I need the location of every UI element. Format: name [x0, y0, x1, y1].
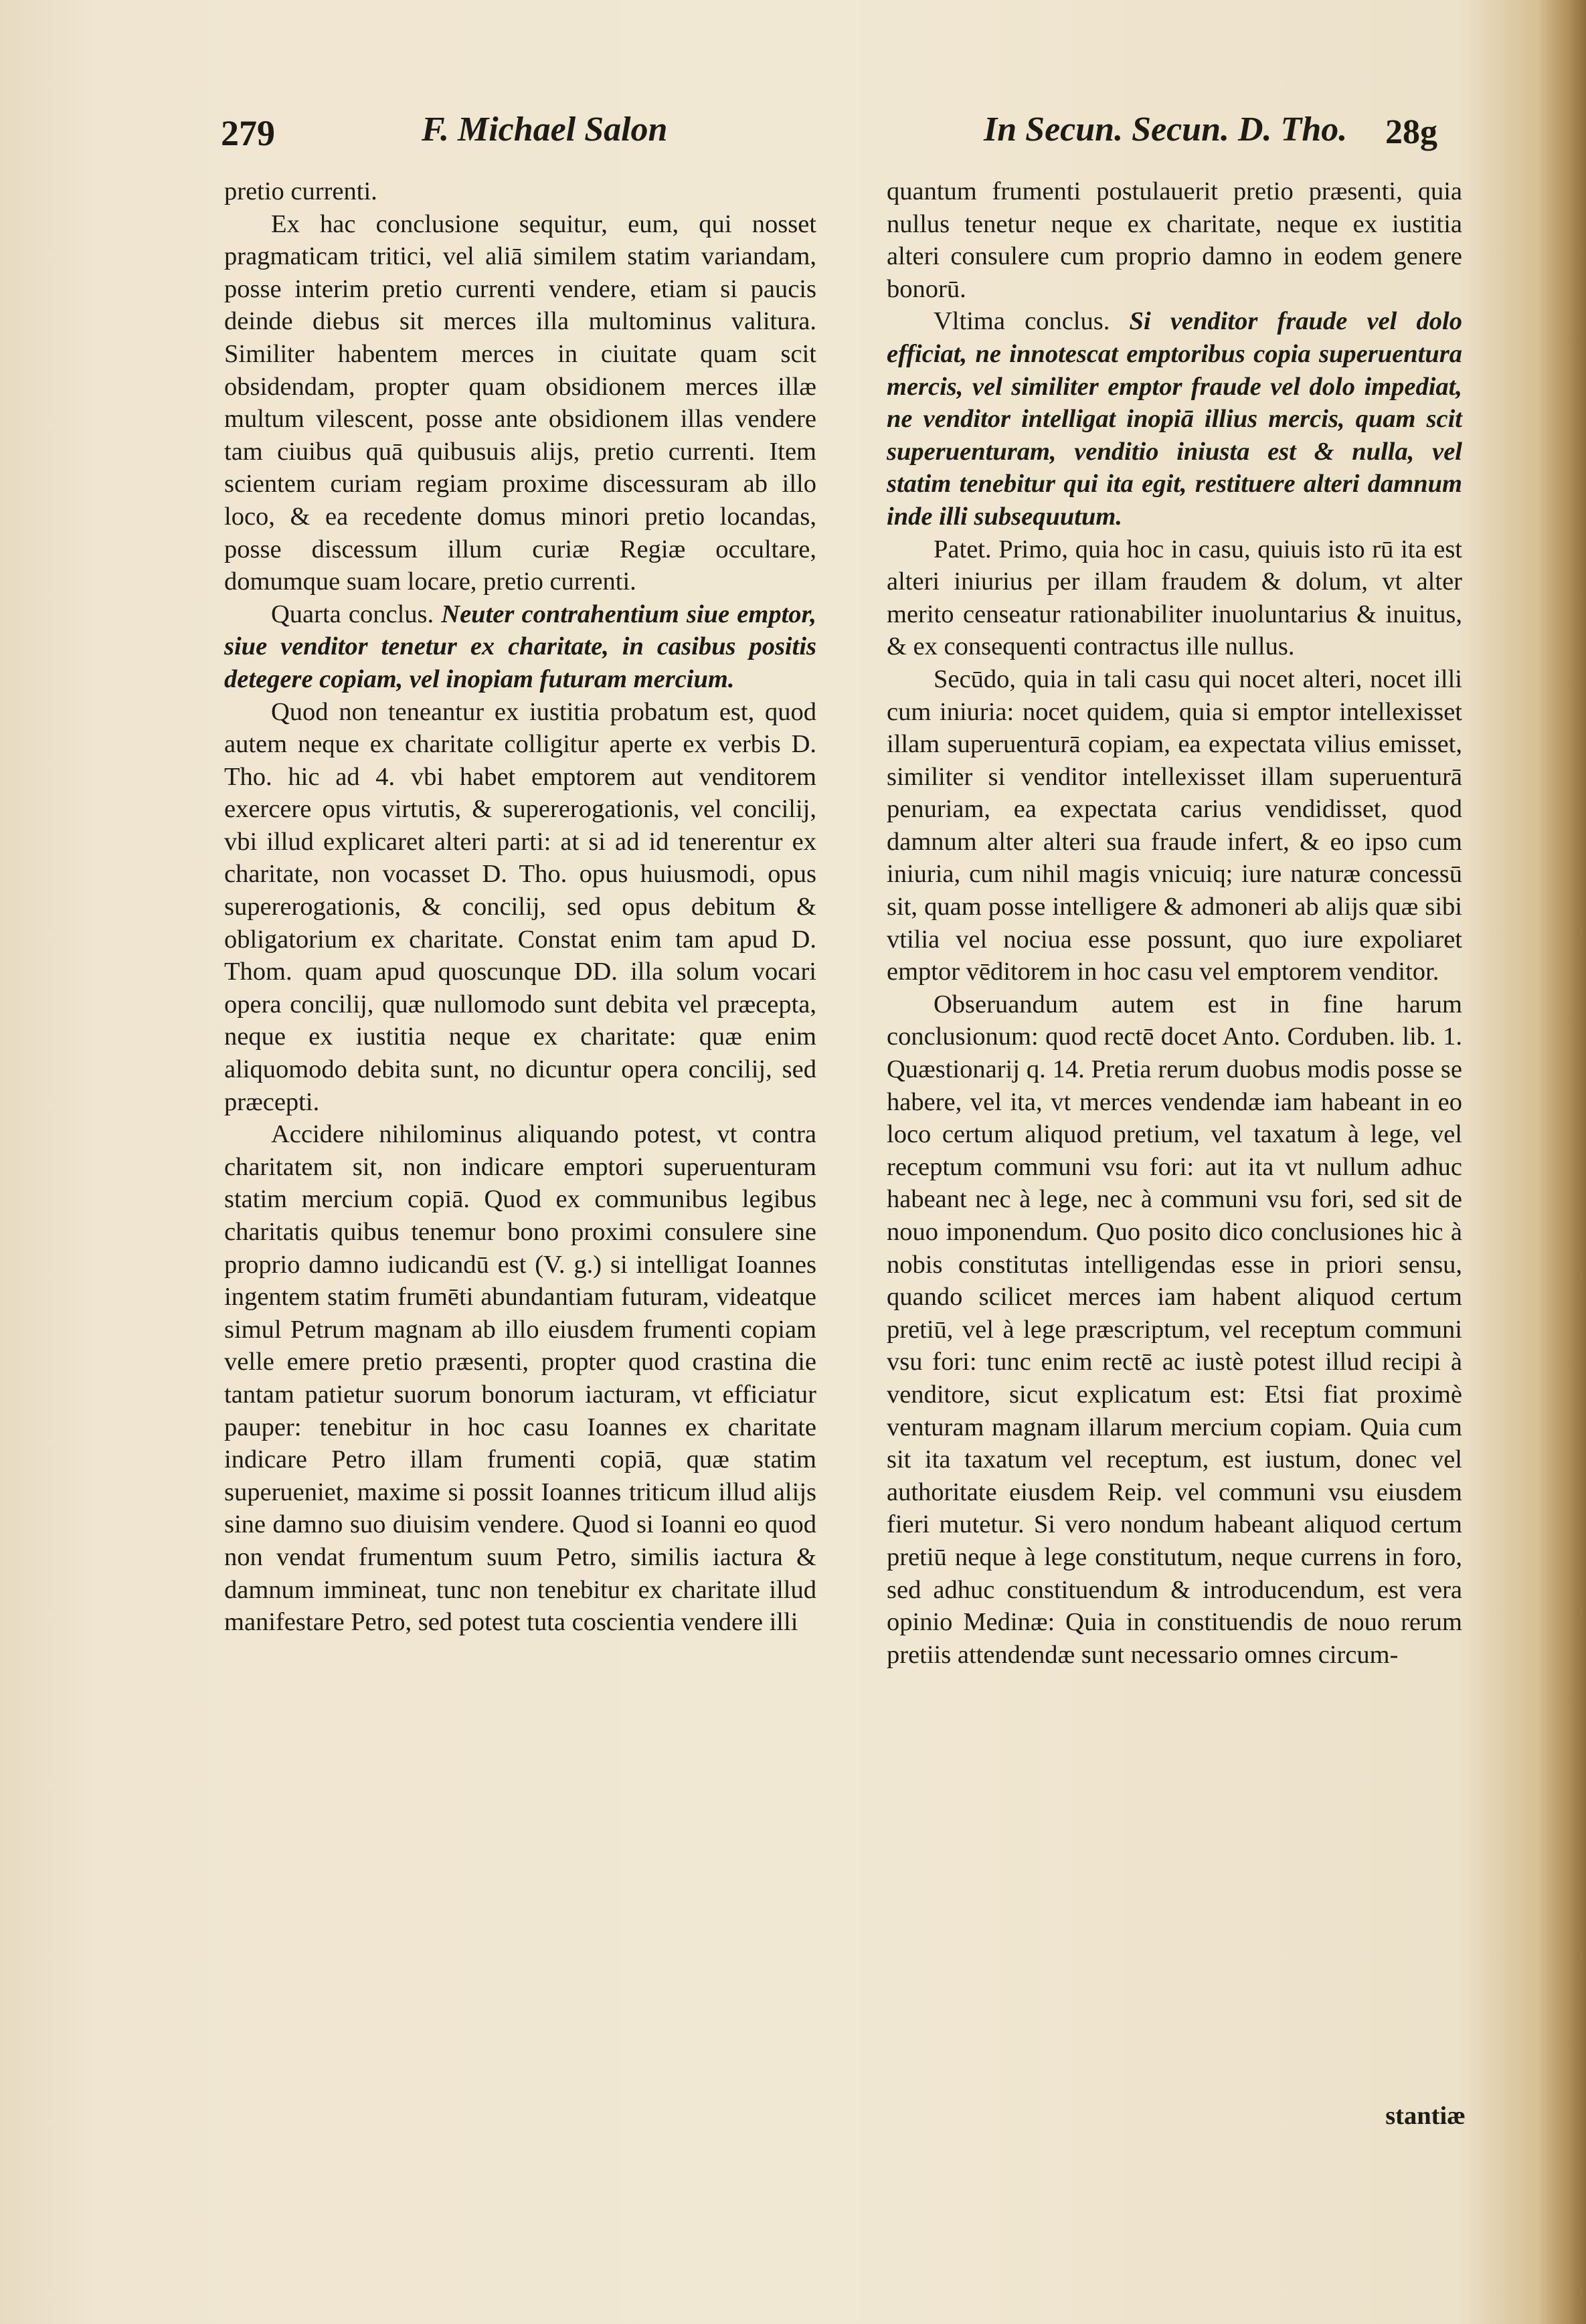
paragraph-text: pretio currenti. [224, 177, 377, 205]
right-text-column [887, 175, 1462, 1671]
paragraph [224, 208, 816, 598]
paragraph-text: Quod non teneantur ex iustitia probatum est, quod autem neque ex charitate colligitur aperte ex verbis D. Tho. hic ad 4. vbi habet emptorem aut venditorem exercere opus virtutis, & supererogationis, vel concilij, vbi illud explicaret alteri parti: at si ad id tenerentur ex charitate, non vocasset D. Tho. opus huiusmodi, opus supererogationis, & concilij, sed opus debitum & obligatorium ex charitate. Constat enim tam apud D. Thom. quam apud quoscunque DD. illa solum vocari opera concilij, quæ nullomodo sunt debita vel præcepta, neque ex iustitia neque ex charitate: quæ enim aliquomodo debita sunt, no dicuntur opera concilij, sed præcepti. [224, 697, 816, 1116]
gutter-shadow [1539, 0, 1586, 2324]
conclusion-lead: Vltima conclus. [934, 307, 1130, 336]
paragraph [887, 305, 1462, 533]
running-header [221, 100, 1445, 161]
conclusion-statement: Neuter contrahentium siue emptor, siue venditor tenetur ex charitate, in casibus positis detegere copiam, vel inopiam futuram mercium. [224, 600, 816, 693]
paragraph-text: Ex hac conclusione sequitur, eum, qui nosset pragmaticam tritici, vel aliā similem statim variandam, posse interim pretio currenti vendere, etiam si paucis deinde diebus sit merces illa multominus valitura. Similiter habentem merces in ciuitate quam scit obsidendam, propter quam obsidionem merces illæ multum vilescent, posse ante obsidionem illas vendere tam ciuibus quā quibusuis alijs, pretio currenti. Item scientem curiam regiam proxime discessuram ab illo loco, & ea recedente domus minori pretio locandas, posse discessum illum curiæ Regiæ occultare, domumque suam locare, pretio currenti. [224, 209, 816, 596]
paragraph-text: quantum frumenti postulauerit pretio præsenti, quia nullus tenetur neque ex charitate, neque ex iustitia alteri consulere cum proprio damno in eodem genere bonorū. [887, 177, 1462, 303]
paragraph [887, 988, 1462, 1671]
running-title-left: F. Michael Salon [422, 110, 668, 149]
page-number-left: 279 [221, 113, 275, 153]
catchword: stantiæ [1385, 2102, 1466, 2130]
paragraph-text: Accidere nihilominus aliquando potest, vt contra charitatem sit, non indicare emptori superuenturam statim mercium copiā. Quod ex communibus legibus charitatis quibus tenemur bono proximi consulere sine proprio damno iudicandū est (V. g.) si intelligat Ioannes ingentem statim frumēti abundantiam futuram, videatque simul Petrum magnam ab illo eiusdem frumenti copiam velle emere pretio præsenti, propter quod crastina die tantam patietur suorum bonorum iacturam, vt efficiatur pauper: tenebitur in hoc casu Ioannes ex charitate indicare Petro illam frumenti copiā, quæ statim superueniet, maxime si possit Ioannes triticum illud alijs sine damno suo diuisim vendere. Quod si Ioanni eo quod non vendat frumentum suum Petro, similis iactura & damnum immineat, tunc non tenebitur ex charitate illud manifestare Petro, sed potest tuta coscientia vendere illi [224, 1120, 816, 1637]
conclusion-statement: Si venditor fraude vel dolo efficiat, ne innotescat emptoribus copia superuentura mercis, vel similiter emptor fraude vel dolo impediat, ne venditor intelligat inopiā illius mercis, quam scit superuenturam, venditio iniusta est & nulla, vel statim tenebitur qui ita egit, restituere alteri damnum inde illi subsequutum. [887, 307, 1462, 531]
paragraph [224, 175, 816, 208]
paragraph [224, 696, 816, 1119]
paragraph [887, 175, 1462, 305]
paragraph-text: Secūdo, quia in tali casu qui nocet alteri, nocet illi cum iniuria: nocet quidem, quia si emptor intellexisset illam superuenturā copiam, ea expectata vilius emisset, similiter si venditor intellexisset illam superuenturā penuriam, ea expectata carius vendidisset, quod damnum alter alteri sua fraude infert, & eo ipso cum iniuria, cum nihil magis vnicuiq; iure naturæ concessū sit, quam posse intelligere & admoneri ab alijs quæ sibi vtilia vel nociua esse possunt, quo iure expoliaret emptor vēditorem in hoc casu vel emptorem venditor. [887, 664, 1462, 986]
conclusion-lead: Quarta conclus. [271, 600, 442, 628]
paragraph [224, 598, 816, 696]
paragraph [224, 1118, 816, 1639]
left-text-column [224, 175, 816, 1639]
paragraph [887, 663, 1462, 988]
paragraph-text: Obseruandum autem est in fine harum conclusionum: quod rectē docet Anto. Corduben. lib. 1. Quæstionarij q. 14. Pretia rerum duobus modis posse se habere, vel ita, vt merces vendendæ iam habeant in eo loco certum aliquod pretium, vel taxatum à lege, vel receptum communi vsu fori: aut ita vt nullum adhuc habeant nec à lege, nec à communi vsu fori, sed sit de nouo imponendum. Quo posito dico conclusiones hic à nobis constitutas intelligendas esse in priori sensu, quando scilicet merces iam habent aliquod certum pretiū, vel à lege præscriptum, vel receptum communi vsu fori: tunc enim rectē ac iustè potest illud recipi à venditore, sicut explicatum est: Etsi fiat proximè venturam magnam illarum mercium copiam. Quia cum sit ita taxatum vel receptum, est iustum, donec vel authoritate eiusdem Reip. vel communi vsu eiusdem fieri mutetur. Si vero nondum habeant aliquod certum pretiū neque à lege constitutum, neque currens in foro, sed adhuc constituendum & introducendum, est vera opinio Medinæ: Quia in constituendis de nouo rerum pretiis attendendæ sunt necessario omnes circum- [887, 990, 1462, 1669]
paragraph-text: Patet. Primo, quia hoc in casu, quiuis isto rū ita est alteri iniurius per illam fraudem & dolum, vt alter merito censeatur rationabiliter inuoluntarius & inuitus, & ex consequenti contractus ille nullus. [887, 535, 1462, 661]
running-title-right: In Secun. Secun. D. Tho. [984, 110, 1348, 149]
page-number-right: 28g [1385, 113, 1437, 151]
paragraph [887, 533, 1462, 663]
